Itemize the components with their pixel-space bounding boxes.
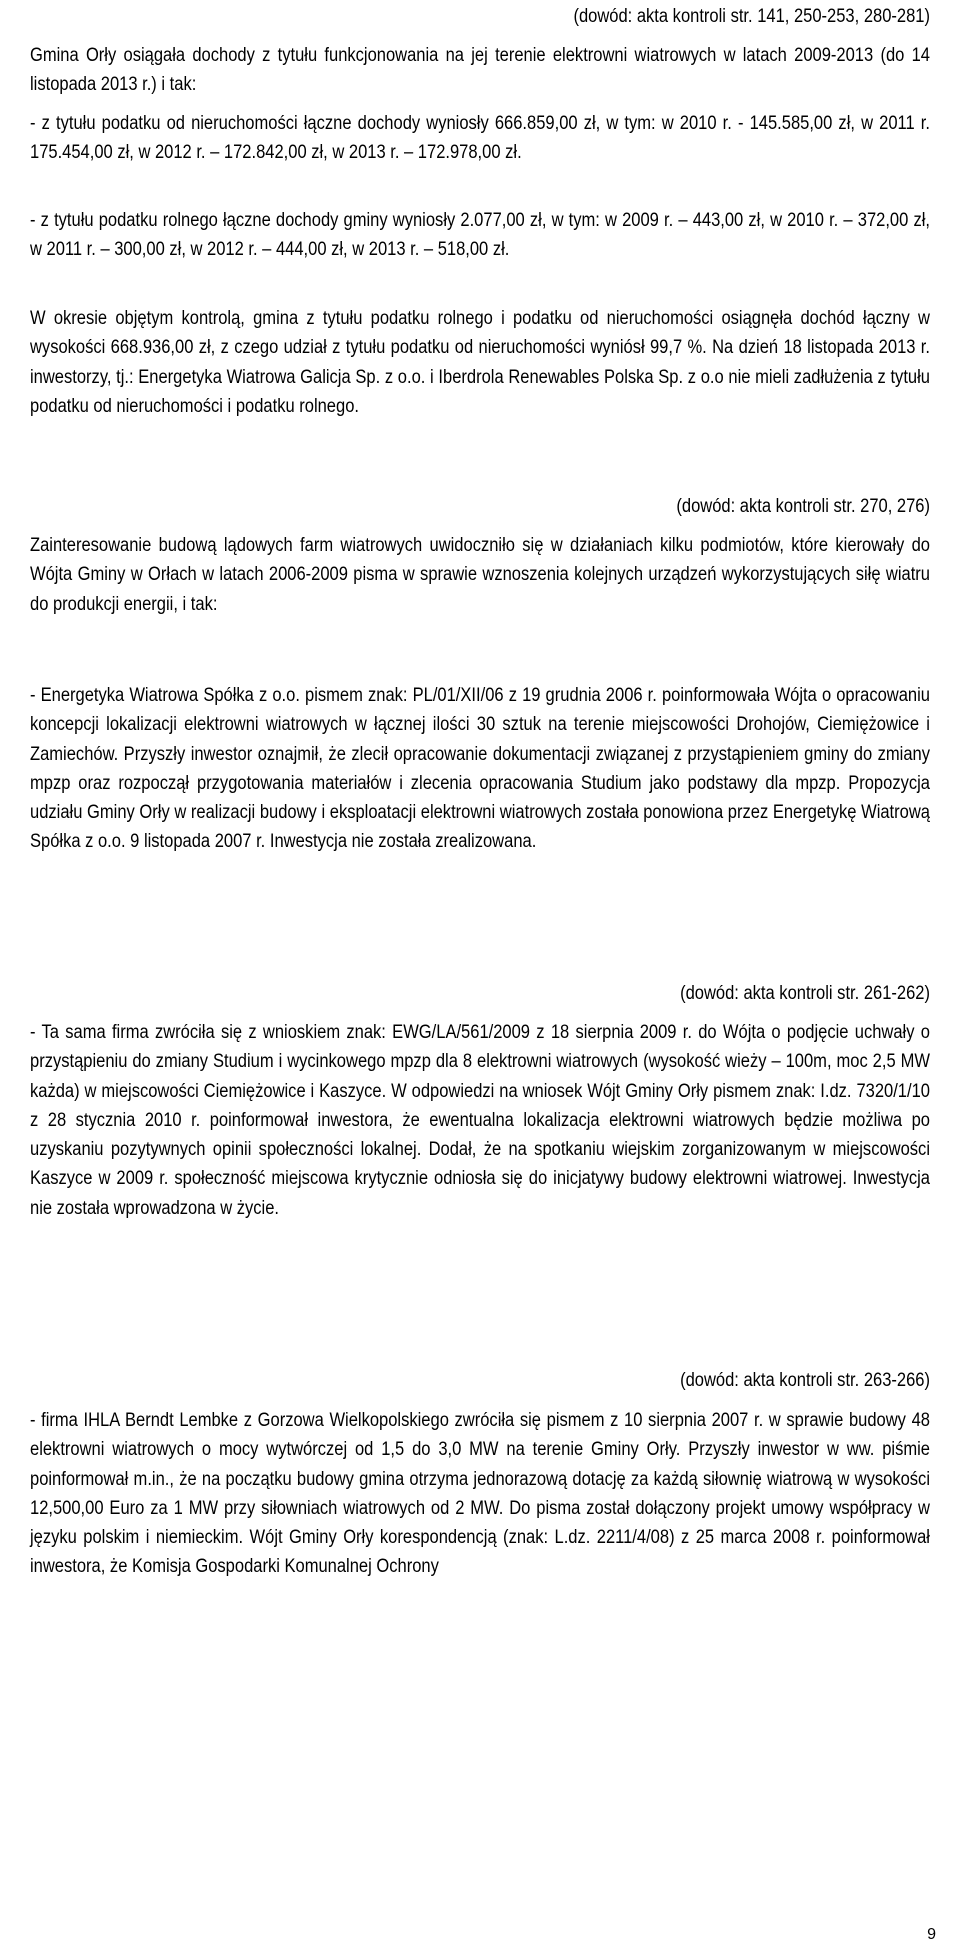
ihla-paragraph [30, 1406, 930, 1582]
evidence-reference [30, 1366, 930, 1395]
evidence-reference [30, 979, 930, 1008]
paragraph-text: Zainteresowanie budową lądowych farm wiatrowych uwidoczniło się w działaniach kilku podmiotów, które kierowały do Wójta Gminy w Orłach w latach 2006-2009 pisma w sprawie wznoszenia kolejnych urządzeń wykorzystujących siłę wiatru do produkcji energii, i tak: [30, 535, 930, 615]
paragraph-text: W okresie objętym kontrolą, gmina z tytułu podatku rolnego i podatku od nieruchomości osiągnęła dochód łączny w wysokości 668.936,00 zł, z czego udział z tytułu podatku od nieruchomości wyniósł 99,7 %. Na dzień 18 listopada 2013 r. inwestorzy, tj.: Energetyka Wiatrowa Galicja Sp. z o.o. i Iberdrola Renewables Polska Sp. z o.o nie mieli zadłużenia z tytułu podatku od nieruchomości i podatku rolnego. [30, 308, 930, 417]
evidence-reference [30, 2, 930, 31]
evidence-text: (dowód: akta kontroli str. 270, 276) [676, 496, 930, 517]
summary-paragraph [30, 304, 930, 421]
paragraph-text: - firma IHLA Berndt Lembke z Gorzowa Wielkopolskiego zwróciła się pismem z 10 sierpnia 2007 r. w sprawie budowy 48 elektrowni wiatrowych o mocy wytwórczej od 1,5 do 3,0 MW na terenie Gminy Orły. Przyszły inwestor w ww. piśmie poinformował m.in., że na początku budowy gmina otrzyma jednorazową dotację za każdą siłownię wiatrową w wysokości 12,500,00 Euro za 1 MW przy siłowniach wiatrowych od 2 MW. Do pisma został dołączony projekt umowy współpracy w języku polskim i niemieckim. Wójt Gminy Orły korespondencją (znak: L.dz. 2211/4/08) z 25 marca 2008 r. poinformował inwestora, że Komisja Gospodarki Komunalnej Ochrony [30, 1410, 930, 1578]
interest-paragraph [30, 531, 930, 619]
same-company-paragraph [30, 1018, 930, 1223]
paragraph-text: - Energetyka Wiatrowa Spółka z o.o. pismem znak: PL/01/XII/06 z 19 grudnia 2006 r. poinformowała Wójta o opracowaniu koncepcji lokalizacji elektrowni wiatrowych w łącznej ilości 30 sztuk na terenie miejscowości Drohojów, Ciemiężowice i Zamiechów. Przyszły inwestor oznajmił, że zlecił opracowanie dokumentacji związanej z przystąpieniem gminy do zmiany mpzp oraz rozpoczął przygotowania materiałów i zlecenia opracowania Studium jako podstawy dla mpzp. Propozycja udziału Gminy Orły w realizacji budowy i eksploatacji elektrowni wiatrowych została ponowiona przez Energetykę Wiatrową Spółka z o.o. 9 listopada 2007 r. Inwestycja nie została zrealizowana. [30, 685, 930, 853]
paragraph-text: Gmina Orły osiągała dochody z tytułu funkcjonowania na jej terenie elektrowni wiatrowych w latach 2009-2013 (do 14 listopada 2013 r.) i tak: [30, 45, 930, 96]
intro-paragraph [30, 41, 930, 100]
paragraph-text: - z tytułu podatku od nieruchomości łączne dochody wyniosły 666.859,00 zł, w tym: w 2010 r. - 145.585,00 zł, w 2011 r. 175.454,00 zł, w 2012 r. – 172.842,00 zł, w 2013 r. – 172.978,00 zł. [30, 113, 930, 164]
evidence-text: (dowód: akta kontroli str. 141, 250-253, 280-281) [573, 6, 930, 27]
evidence-text: (dowód: akta kontroli str. 261-262) [680, 983, 930, 1004]
evidence-reference [30, 492, 930, 521]
paragraph-text: - z tytułu podatku rolnego łączne dochody gminy wyniosły 2.077,00 zł, w tym: w 2009 r. – 443,00 zł, w 2010 r. – 372,00 zł, w 2011 r. – 300,00 zł, w 2012 r. – 444,00 zł, w 2013 r. – 518,00 zł. [30, 210, 930, 261]
agricultural-tax-paragraph [30, 206, 930, 265]
property-tax-paragraph [30, 109, 930, 168]
paragraph-text: - Ta sama firma zwróciła się z wnioskiem znak: EWG/LA/561/2009 z 18 sierpnia 2009 r. do Wójta o podjęcie uchwały o przystąpieniu do zmiany Studium i wycinkowego mpzp dla 8 elektrowni wiatrowych (wysokość wieży – 100m, moc 2,5 MW każda) w miejscowości Ciemiężowice i Kaszyce. W odpowiedzi na wniosek Wójt Gminy Orły pismem znak: I.dz. 7320/1/10 z 28 stycznia 2010 r. poinformował inwestora, że ewentualna lokalizacja elektrowni wiatrowych będzie możliwa po uzyskaniu pozytywnych opinii społeczności lokalnej. Dodał, że na spotkaniu wiejskim zorganizowanym w miejscowości Kaszyce w 2009 r. społeczność miejscowa krytycznie odniosła się do inicjatywy budowy elektrowni wiatrowej. Inwestycja nie została wprowadzona w życie. [30, 1022, 930, 1219]
energetyka-paragraph [30, 681, 930, 857]
page-number: 9 [927, 1926, 936, 1943]
evidence-text: (dowód: akta kontroli str. 263-266) [680, 1370, 930, 1391]
